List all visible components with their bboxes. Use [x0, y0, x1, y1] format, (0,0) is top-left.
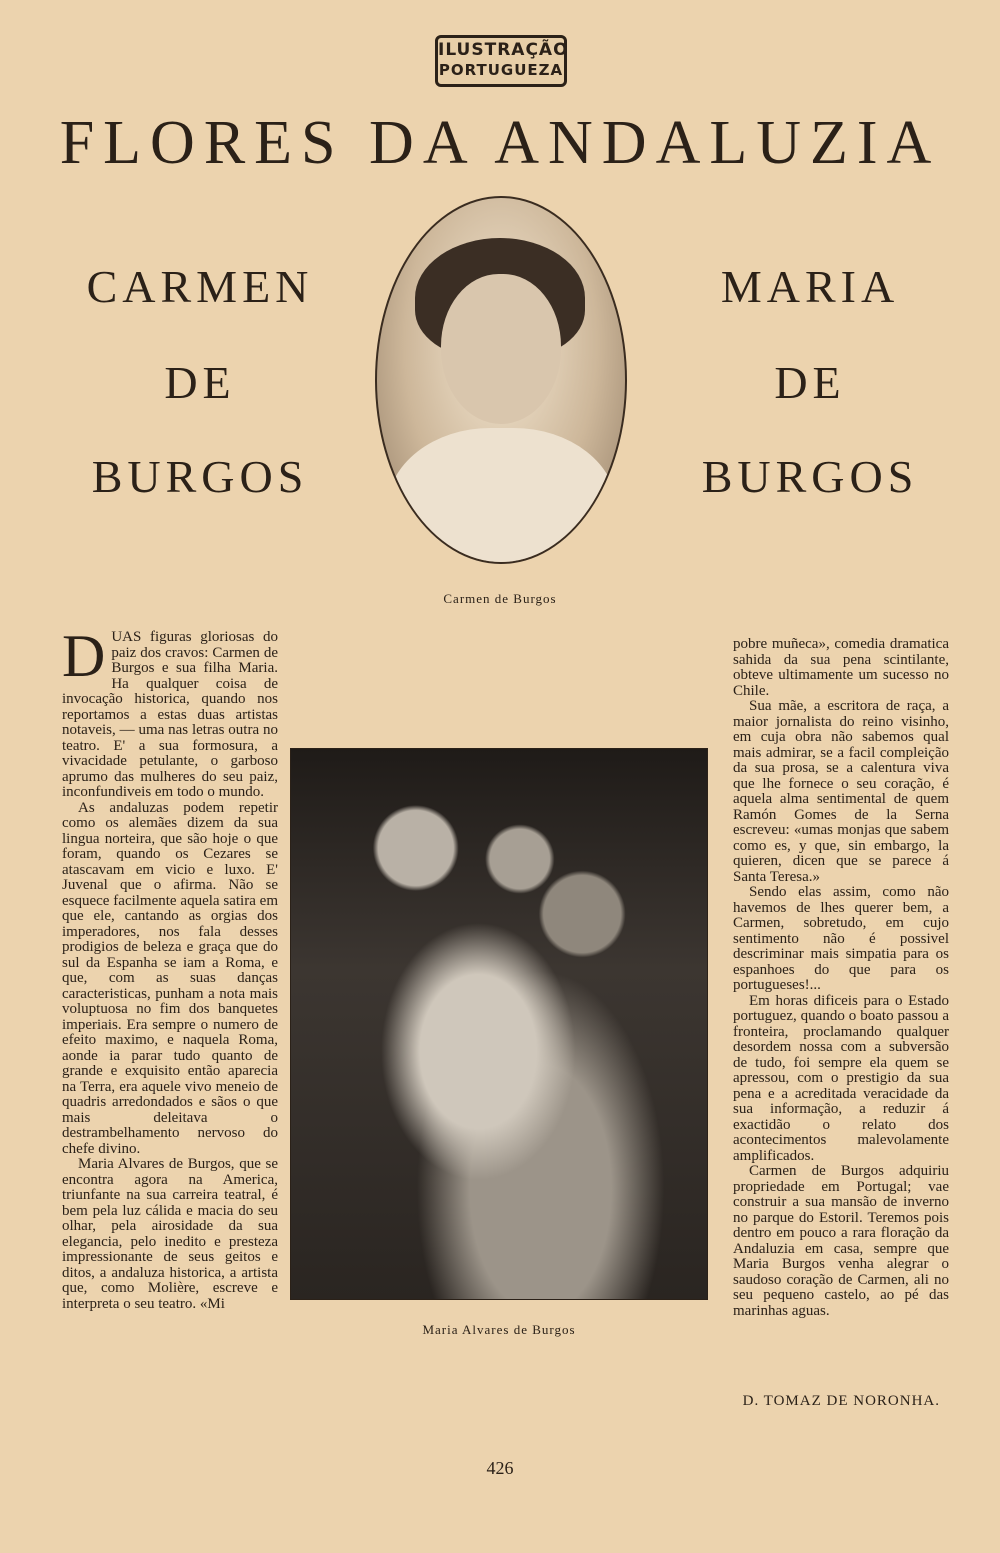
article-paragraph [62, 623, 278, 801]
article-paragraph: As andaluzas podem repetir como os alemães dizem da sua lingua norteira, que são hoje o que foram, quando os Cezares se atascavam em vicio e luxo. E' Juvenal que o afirma. Não se esquece facilmente aquela satira em que ele, cantando as orgias dos imperadores, nos fala desses prodigios de beleza e graça que do sul da Espanha se iam a Roma, e que, com as suas danças caracteristicas, punham a nota mais voluptuosa no fim dos banquetes imperiais. Era sempre o numero de efeito maximo, e naquela Roma, aonde ia parar tudo quanto de grande e exquisito então aparecia na Terra, era aquele vivo meneio de quadris arredondados e sãos o que mais deleitava o destrambelhamento nervoso do chefe divino. [62, 799, 278, 1157]
right-name-line: MARIA [720, 261, 900, 312]
article-paragraph: Sendo elas assim, como não havemos de lhes querer bem, a Carmen, sobretudo, em cujo sentimento não é possivel descriminar mais simpatia para os espanhoes do que para os portugueses!... [733, 884, 949, 993]
right-name-block [660, 262, 960, 502]
left-name-line: CARMEN [86, 261, 314, 312]
author-signature: D. TOMAZ DE NORONHA. [742, 1393, 940, 1409]
masthead-logo [435, 35, 567, 87]
masthead-line-2: PORTUGUEZA [438, 61, 564, 79]
photo-caption: Maria Alvares de Burgos [422, 1322, 576, 1337]
drop-cap: D [62, 623, 106, 689]
photo-maria-alvares [290, 748, 708, 1300]
article-title: FLORES DA ANDALUZIA [59, 109, 941, 177]
article-paragraph: Em horas dificeis para o Estado portuguez, quando o boato passou a fronteira, proclamando qualquer desordem nossa com a subversão de tudo, foi sempre ela quem se apressou, com o prestigio da sua pena e a acreditada veracidade da sua informação, a reduzir á exactidão o relato dos acontecimentos malevolamente amplificados. [733, 992, 949, 1164]
portrait-photo-carmen [375, 196, 627, 564]
paragraph-text: UAS figuras gloriosas do paiz dos cravos: Carmen de Burgos e sua filha Maria. Ha qualquer coisa de invocação historica, quando nos reportamos a estas duas artistas notaveis, — uma nas letras outra no teatro. E' a sua formosura, a vivacidade petulante, o garboso aprumo das mulheres do seu paiz, inconfundiveis em todo o mundo. [62, 629, 278, 800]
article-paragraph: Carmen de Burgos adquiriu propriedade em Portugal; vae construir a sua mansão de inverno no parque do Estoril. Teremos pois dentro em pouco a rara floração da Andaluzia em casa, sempre que Maria Burgos venha alegrar o saudoso coração de Carmen, ali no seu pequeno castelo, ao pé das marinhas aguas. [733, 1163, 949, 1319]
left-name-block [50, 262, 350, 502]
article-right-column [733, 637, 949, 1319]
masthead-line-1: ILUSTRAÇÃO [438, 40, 569, 60]
article-paragraph: Sua mãe, a escritora de raça, a maior jornalista do reino visinho, em cuja obra não sabemos qual mais admirar, se a facil compleição da sua prosa, se a calentura viva que lhe fornece o seu coração, é aquela alma sentimental de quem Ramón Gomes de la Serna escreveu: «umas monjas que sabem como es, y que, sin embargo, la quieren, dicen que se parece á Santa Teresa.» [733, 698, 949, 885]
portrait-face [441, 274, 561, 424]
right-name-line: BURGOS [701, 451, 919, 502]
article-paragraph: pobre muñeca», comedia dramatica sahida da sua pena scintilante, obteve ultimamente um sucesso no Chile. [733, 636, 949, 699]
left-name-line: BURGOS [91, 451, 309, 502]
portrait-caption: Carmen de Burgos [443, 591, 557, 606]
article-paragraph: Maria Alvares de Burgos, que se encontra agora na America, triunfante na sua carreira teatral, é bem pela luz cálida e macia do seu olhar, pela airosidade da sua elegancia, pelo inedito e presteza impressionante de seus geitos e ditos, a andaluza historica, a artista que, como Molière, escreve e interpreta o seu teatro. «Mi [62, 1156, 278, 1312]
article-left-column [62, 623, 278, 1312]
right-name-line: DE [774, 357, 846, 408]
portrait-body [387, 428, 617, 564]
left-name-line: DE [164, 357, 236, 408]
page-number: 426 [486, 1458, 514, 1478]
